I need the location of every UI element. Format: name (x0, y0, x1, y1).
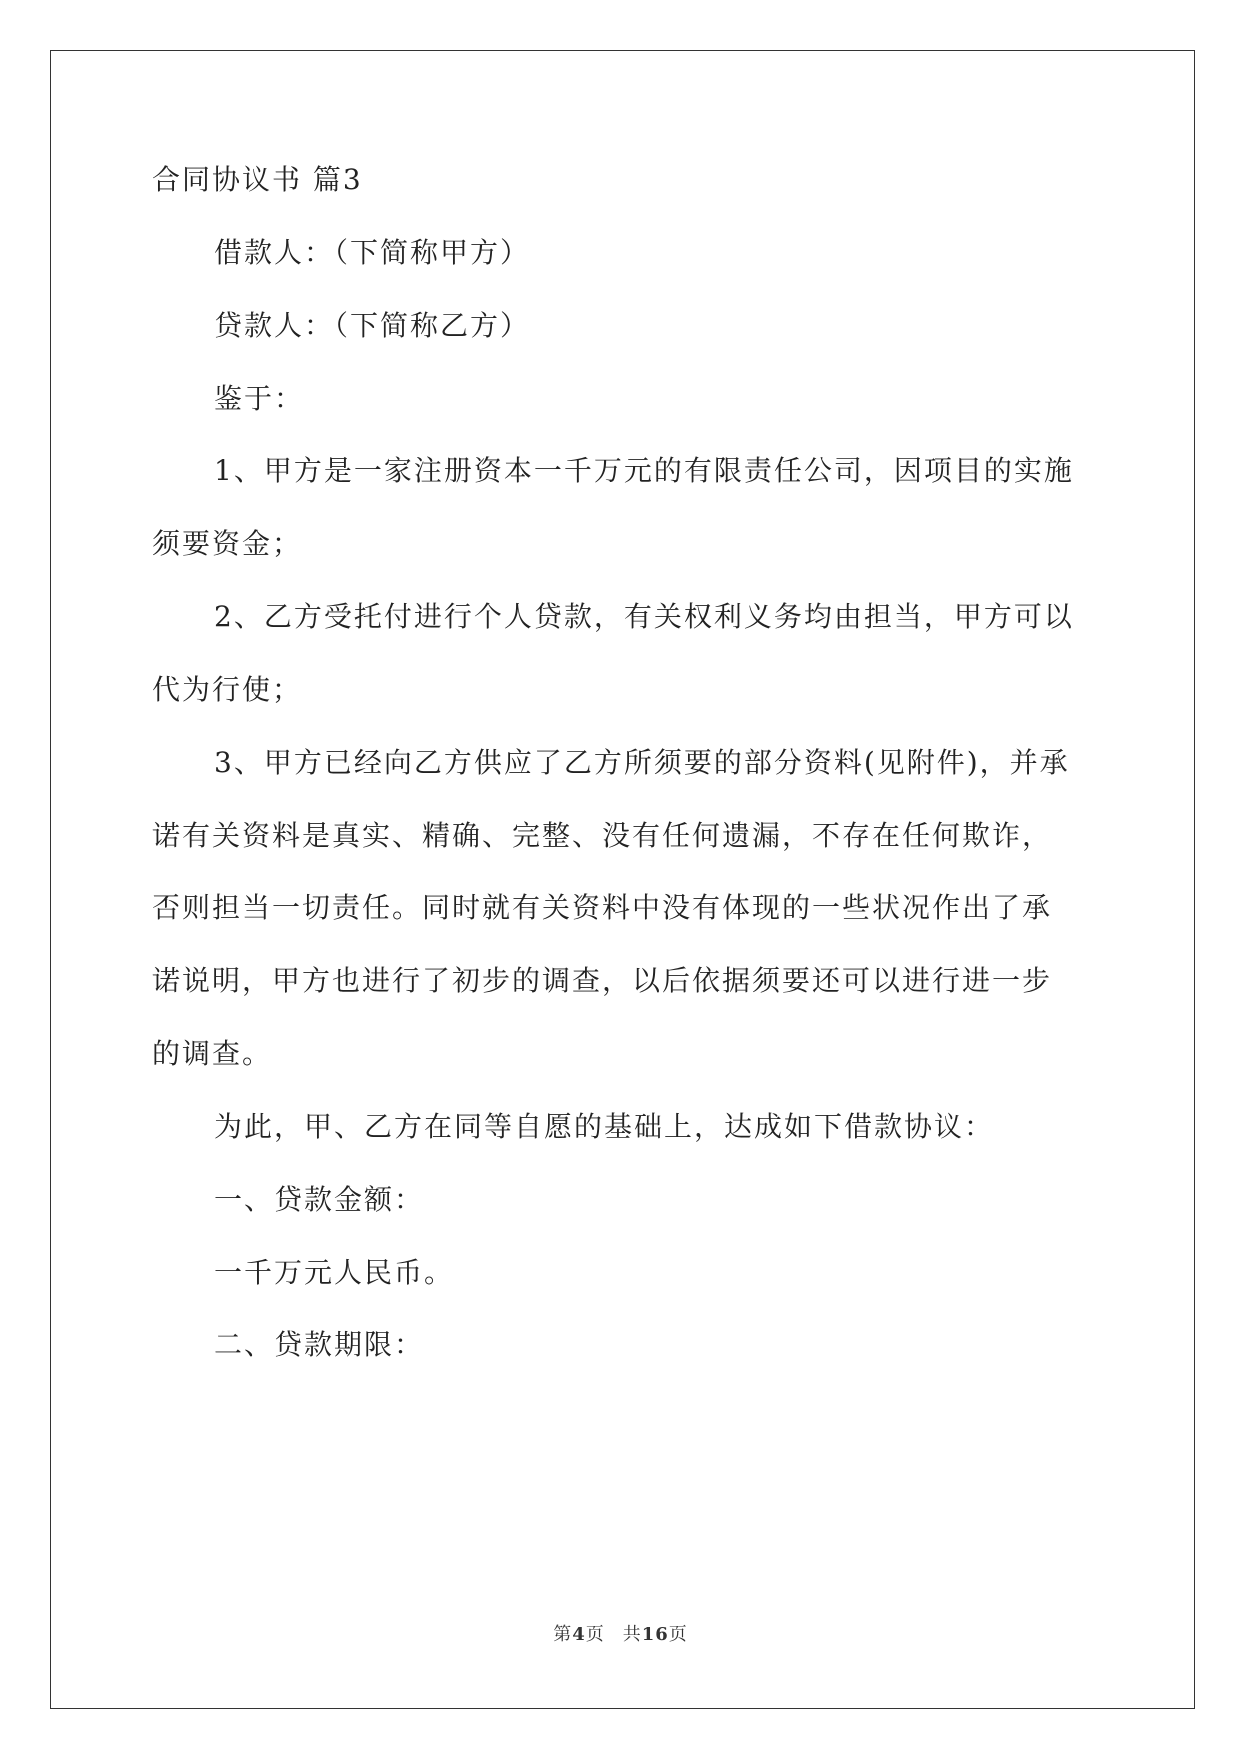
paragraph-line: 贷款人：（下简称乙方） (214, 309, 531, 342)
page-footer (0, 1620, 1241, 1646)
page-border (50, 50, 1195, 1709)
document-title: 合同协议书 篇3 (152, 163, 363, 196)
total-prefix: 共 (622, 1624, 642, 1645)
paragraph-line: 借款人：（下简称甲方） (214, 236, 531, 269)
paragraph-line: 3、甲方已经向乙方供应了乙方所须要的部分资料(见附件)，并承 (214, 746, 1070, 779)
paragraph-line: 为此，甲、乙方在同等自愿的基础上，达成如下借款协议： (214, 1110, 995, 1143)
page-prefix: 第 (553, 1624, 573, 1645)
page-suffix: 页 (585, 1624, 605, 1645)
page-number: 4 (572, 1624, 586, 1645)
paragraph-line: 诺有关资料是真实、精确、完整、没有任何遗漏，不存在任何欺诈， (152, 819, 1053, 852)
paragraph-line: 诺说明，甲方也进行了初步的调查，以后依据须要还可以进行进一步 (152, 964, 1053, 997)
paragraph-line: 一千万元人民币。 (214, 1256, 455, 1289)
paragraph-line: 代为行使； (152, 673, 303, 706)
total-suffix: 页 (668, 1624, 688, 1645)
paragraph-line: 否则担当一切责任。同时就有关资料中没有体现的一些状况作出了承 (152, 891, 1053, 924)
paragraph-line: 1、甲方是一家注册资本一千万元的有限责任公司，因项目的实施 (214, 454, 1074, 487)
paragraph-line: 须要资金； (152, 527, 303, 560)
total-pages: 16 (641, 1624, 669, 1645)
paragraph-line: 的调查。 (152, 1037, 273, 1070)
section-heading: 一、贷款金额： (214, 1183, 425, 1216)
section-heading: 二、贷款期限： (214, 1328, 425, 1361)
paragraph-line: 鉴于： (214, 382, 305, 415)
paragraph-line: 2、乙方受托付进行个人贷款，有关权利义务均由担当，甲方可以 (214, 600, 1074, 633)
